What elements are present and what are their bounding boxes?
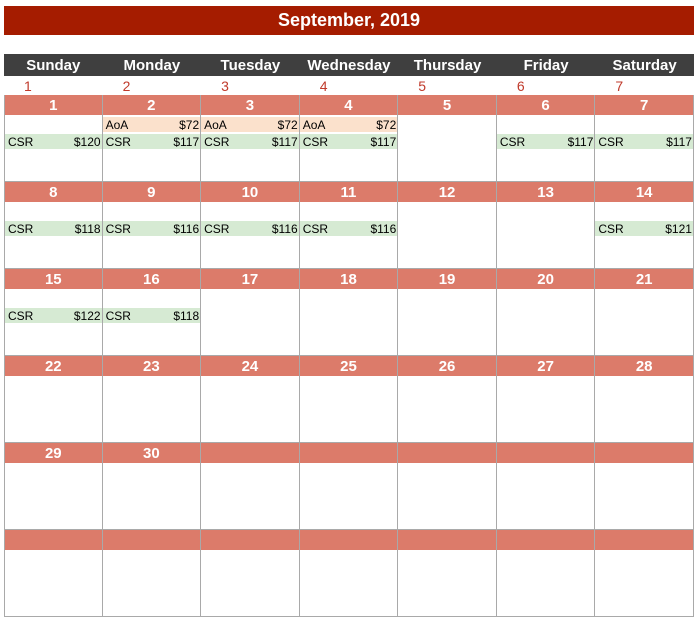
csr-entry[interactable] — [201, 221, 299, 236]
csr-label: CSR — [302, 134, 329, 149]
calendar-day-cell[interactable] — [497, 182, 596, 269]
day-entries — [398, 552, 496, 586]
day-entries — [201, 378, 299, 412]
calendar-day-cell[interactable] — [4, 269, 103, 356]
empty-entry-slot — [398, 308, 496, 323]
empty-entry-slot — [595, 395, 693, 410]
calendar-day-cell[interactable] — [300, 182, 399, 269]
day-number: 26 — [398, 356, 496, 376]
calendar-day-cell[interactable] — [201, 356, 300, 443]
empty-entry-slot — [201, 395, 299, 410]
calendar-day-cell[interactable] — [300, 269, 399, 356]
calendar-day-cell[interactable] — [595, 443, 694, 530]
aoa-entry[interactable] — [300, 117, 398, 132]
csr-entry[interactable] — [497, 134, 595, 149]
csr-value: $117 — [567, 134, 594, 149]
calendar-day-cell[interactable] — [201, 95, 300, 182]
empty-entry-slot — [300, 395, 398, 410]
day-number: 1 — [5, 95, 102, 115]
calendar-day-cell[interactable] — [103, 530, 202, 617]
csr-entry[interactable] — [5, 134, 102, 149]
day-number: 29 — [5, 443, 102, 463]
empty-entry-slot — [595, 204, 693, 219]
empty-entry-slot — [103, 395, 201, 410]
empty-entry-slot — [103, 291, 201, 306]
empty-entry-slot — [398, 134, 496, 149]
empty-entry-slot — [5, 117, 102, 132]
csr-label: CSR — [8, 134, 34, 149]
csr-label: CSR — [105, 134, 131, 149]
calendar-day-cell[interactable] — [103, 95, 202, 182]
day-entries — [398, 204, 496, 238]
day-entries — [5, 378, 102, 412]
calendar-day-cell[interactable] — [398, 182, 497, 269]
dow-wednesday: Wednesday — [307, 56, 391, 74]
aoa-value: $72 — [179, 117, 200, 132]
day-number: 18 — [300, 269, 398, 289]
empty-entry-slot — [398, 204, 496, 219]
csr-label: CSR — [598, 221, 624, 236]
dow-tuesday: Tuesday — [220, 56, 281, 74]
day-number: 3 — [201, 95, 299, 115]
csr-entry[interactable] — [103, 134, 201, 149]
csr-label: CSR — [204, 134, 230, 149]
calendar-day-cell[interactable] — [398, 530, 497, 617]
day-entries — [300, 117, 398, 151]
empty-entry-slot — [201, 308, 299, 323]
csr-value: $121 — [665, 221, 692, 236]
calendar-day-cell[interactable] — [595, 95, 694, 182]
day-index-row — [4, 78, 694, 94]
day-entries — [5, 204, 102, 238]
day-index: 4 — [319, 78, 328, 94]
empty-entry-slot — [398, 395, 496, 410]
day-number: 17 — [201, 269, 299, 289]
empty-entry-slot — [497, 552, 595, 567]
day-number — [300, 443, 398, 463]
calendar-day-cell[interactable] — [398, 95, 497, 182]
empty-entry-slot — [497, 221, 595, 236]
day-entries — [103, 552, 201, 586]
empty-entry-slot — [497, 395, 595, 410]
csr-label: CSR — [302, 221, 329, 236]
day-number: 14 — [595, 182, 693, 202]
day-of-week-header — [4, 54, 694, 76]
day-number: 27 — [497, 356, 595, 376]
empty-entry-slot — [595, 291, 693, 306]
csr-label: CSR — [8, 308, 34, 323]
calendar-day-cell[interactable] — [497, 269, 596, 356]
day-number: 30 — [103, 443, 201, 463]
dow-thursday: Thursday — [413, 56, 482, 74]
day-index: 6 — [516, 78, 525, 94]
empty-entry-slot — [595, 117, 693, 132]
calendar-day-cell[interactable] — [497, 95, 596, 182]
empty-entry-slot — [595, 308, 693, 323]
csr-entry[interactable] — [5, 221, 102, 236]
day-number — [201, 443, 299, 463]
day-entries — [300, 291, 398, 325]
calendar-week — [4, 182, 694, 269]
day-number — [300, 530, 398, 550]
empty-entry-slot — [595, 378, 693, 393]
aoa-value: $72 — [277, 117, 298, 132]
day-number: 22 — [5, 356, 102, 376]
empty-entry-slot — [103, 552, 201, 567]
day-number — [497, 443, 595, 463]
empty-entry-slot — [300, 308, 398, 323]
day-number: 25 — [300, 356, 398, 376]
aoa-label: AoA — [302, 117, 326, 132]
day-number — [5, 530, 102, 550]
calendar-day-cell[interactable] — [595, 356, 694, 443]
calendar-day-cell[interactable] — [497, 356, 596, 443]
csr-entry[interactable] — [5, 308, 102, 323]
empty-entry-slot — [398, 378, 496, 393]
day-entries — [5, 117, 102, 151]
day-number: 2 — [103, 95, 201, 115]
calendar-day-cell[interactable] — [4, 356, 103, 443]
calendar-day-cell[interactable] — [103, 356, 202, 443]
day-number — [497, 530, 595, 550]
empty-entry-slot — [5, 569, 102, 584]
empty-entry-slot — [497, 569, 595, 584]
day-number: 23 — [103, 356, 201, 376]
calendar-day-cell[interactable] — [103, 269, 202, 356]
csr-value: $118 — [173, 308, 200, 323]
calendar-day-cell[interactable] — [103, 182, 202, 269]
empty-entry-slot — [497, 308, 595, 323]
day-number: 28 — [595, 356, 693, 376]
empty-entry-slot — [398, 482, 496, 497]
calendar-week — [4, 443, 694, 530]
calendar-day-cell[interactable] — [201, 530, 300, 617]
calendar-day-cell[interactable] — [4, 95, 103, 182]
day-entries — [497, 465, 595, 499]
empty-entry-slot — [201, 378, 299, 393]
csr-label: CSR — [204, 221, 230, 236]
csr-value: $116 — [173, 221, 200, 236]
day-number — [398, 530, 496, 550]
empty-entry-slot — [201, 482, 299, 497]
day-entries — [497, 552, 595, 586]
csr-entry[interactable] — [300, 134, 398, 149]
calendar-day-cell[interactable] — [201, 269, 300, 356]
empty-entry-slot — [5, 395, 102, 410]
day-entries — [103, 378, 201, 412]
csr-value: $120 — [73, 134, 101, 149]
empty-entry-slot — [300, 552, 398, 567]
day-index: 1 — [24, 78, 32, 94]
calendar-day-cell[interactable] — [201, 182, 300, 269]
day-entries — [398, 291, 496, 325]
csr-entry[interactable] — [595, 134, 693, 149]
csr-value: $116 — [370, 221, 397, 236]
day-entries — [103, 465, 201, 499]
day-number: 5 — [398, 95, 496, 115]
empty-entry-slot — [595, 552, 693, 567]
empty-entry-slot — [497, 117, 595, 132]
calendar-week — [4, 269, 694, 356]
empty-entry-slot — [300, 465, 398, 480]
calendar-week — [4, 356, 694, 443]
day-entries — [595, 552, 693, 586]
csr-entry[interactable] — [103, 221, 201, 236]
calendar-week — [4, 530, 694, 617]
day-entries — [300, 465, 398, 499]
empty-entry-slot — [497, 291, 595, 306]
empty-entry-slot — [5, 465, 102, 480]
day-entries — [497, 291, 595, 325]
day-number — [595, 443, 693, 463]
empty-entry-slot — [398, 569, 496, 584]
day-entries — [595, 465, 693, 499]
calendar-day-cell[interactable] — [398, 443, 497, 530]
day-index: 2 — [122, 78, 131, 94]
csr-entry[interactable] — [300, 221, 398, 236]
calendar-week — [4, 95, 694, 182]
calendar-day-cell[interactable] — [4, 443, 103, 530]
day-entries — [595, 117, 693, 151]
csr-value: $116 — [271, 221, 298, 236]
calendar-day-cell[interactable] — [595, 269, 694, 356]
day-number: 4 — [300, 95, 398, 115]
csr-label: CSR — [8, 221, 34, 236]
day-entries — [201, 117, 299, 151]
day-entries — [103, 117, 201, 151]
day-entries — [201, 465, 299, 499]
empty-entry-slot — [103, 482, 201, 497]
calendar-day-cell[interactable] — [398, 269, 497, 356]
day-entries — [398, 117, 496, 151]
day-number: 15 — [5, 269, 102, 289]
csr-label: CSR — [105, 221, 131, 236]
day-entries — [595, 291, 693, 325]
day-entries — [497, 378, 595, 412]
calendar-grid — [4, 95, 694, 617]
day-entries — [300, 552, 398, 586]
day-number: 21 — [595, 269, 693, 289]
empty-entry-slot — [497, 204, 595, 219]
calendar-day-cell[interactable] — [4, 182, 103, 269]
calendar-day-cell[interactable] — [103, 443, 202, 530]
empty-entry-slot — [103, 465, 201, 480]
empty-entry-slot — [398, 117, 496, 132]
day-entries — [497, 117, 595, 151]
calendar-day-cell[interactable] — [300, 443, 399, 530]
day-entries — [5, 465, 102, 499]
day-number: 24 — [201, 356, 299, 376]
day-entries — [595, 378, 693, 412]
aoa-entry[interactable] — [201, 117, 299, 132]
csr-value: $117 — [271, 134, 298, 149]
day-entries — [398, 378, 496, 412]
day-index: 5 — [418, 78, 427, 94]
empty-entry-slot — [300, 482, 398, 497]
empty-entry-slot — [201, 291, 299, 306]
empty-entry-slot — [201, 552, 299, 567]
empty-entry-slot — [5, 482, 102, 497]
empty-entry-slot — [300, 291, 398, 306]
csr-value: $117 — [173, 134, 200, 149]
day-entries — [300, 204, 398, 238]
day-number: 11 — [300, 182, 398, 202]
empty-entry-slot — [300, 378, 398, 393]
empty-entry-slot — [201, 204, 299, 219]
aoa-label: AoA — [105, 117, 129, 132]
csr-entry[interactable] — [103, 308, 201, 323]
day-entries — [5, 291, 102, 325]
csr-value: $117 — [666, 134, 692, 149]
csr-entry[interactable] — [595, 221, 693, 236]
calendar-day-cell[interactable] — [300, 530, 399, 617]
calendar-title: September, 2019 — [4, 6, 694, 35]
day-entries — [497, 204, 595, 238]
csr-label: CSR — [499, 134, 526, 149]
csr-label: CSR — [105, 308, 131, 323]
calendar-day-cell[interactable] — [4, 530, 103, 617]
day-number — [595, 530, 693, 550]
csr-value: $117 — [370, 134, 397, 149]
day-entries — [201, 204, 299, 238]
empty-entry-slot — [595, 482, 693, 497]
empty-entry-slot — [5, 291, 102, 306]
empty-entry-slot — [103, 204, 201, 219]
dow-monday: Monday — [123, 56, 181, 74]
day-number: 6 — [497, 95, 595, 115]
empty-entry-slot — [595, 465, 693, 480]
day-entries — [5, 552, 102, 586]
day-index: 3 — [221, 78, 229, 94]
csr-label: CSR — [598, 134, 624, 149]
calendar-day-cell[interactable] — [595, 182, 694, 269]
aoa-entry[interactable] — [103, 117, 201, 132]
day-number: 12 — [398, 182, 496, 202]
day-number: 7 — [595, 95, 693, 115]
empty-entry-slot — [5, 204, 102, 219]
day-entries — [201, 291, 299, 325]
empty-entry-slot — [201, 569, 299, 584]
calendar-day-cell[interactable] — [497, 530, 596, 617]
empty-entry-slot — [497, 465, 595, 480]
calendar-day-cell[interactable] — [201, 443, 300, 530]
day-entries — [103, 204, 201, 238]
aoa-label: AoA — [204, 117, 227, 132]
day-number: 13 — [497, 182, 595, 202]
empty-entry-slot — [103, 569, 201, 584]
dow-sunday: Sunday — [26, 56, 81, 74]
day-index: 7 — [615, 78, 624, 94]
calendar-day-cell[interactable] — [595, 530, 694, 617]
dow-friday: Friday — [523, 56, 569, 74]
calendar-day-cell[interactable] — [497, 443, 596, 530]
day-number: 8 — [5, 182, 102, 202]
aoa-value: $72 — [376, 117, 397, 132]
day-number: 16 — [103, 269, 201, 289]
day-number: 20 — [497, 269, 595, 289]
day-entries — [595, 204, 693, 238]
day-entries — [300, 378, 398, 412]
csr-value: $122 — [73, 308, 101, 323]
empty-entry-slot — [398, 465, 496, 480]
day-number: 10 — [201, 182, 299, 202]
csr-value: $118 — [74, 221, 101, 236]
empty-entry-slot — [398, 552, 496, 567]
empty-entry-slot — [5, 552, 102, 567]
empty-entry-slot — [5, 378, 102, 393]
empty-entry-slot — [300, 569, 398, 584]
csr-entry[interactable] — [201, 134, 299, 149]
calendar-day-cell[interactable] — [300, 356, 399, 443]
empty-entry-slot — [497, 482, 595, 497]
calendar-day-cell[interactable] — [398, 356, 497, 443]
day-number: 19 — [398, 269, 496, 289]
empty-entry-slot — [398, 221, 496, 236]
calendar-day-cell[interactable] — [300, 95, 399, 182]
day-entries — [103, 291, 201, 325]
day-number — [103, 530, 201, 550]
empty-entry-slot — [103, 378, 201, 393]
dow-saturday: Saturday — [612, 56, 677, 74]
day-number — [201, 530, 299, 550]
empty-entry-slot — [595, 569, 693, 584]
empty-entry-slot — [201, 465, 299, 480]
day-entries — [201, 552, 299, 586]
empty-entry-slot — [398, 291, 496, 306]
day-number: 9 — [103, 182, 201, 202]
empty-entry-slot — [300, 204, 398, 219]
day-entries — [398, 465, 496, 499]
empty-entry-slot — [497, 378, 595, 393]
day-number — [398, 443, 496, 463]
